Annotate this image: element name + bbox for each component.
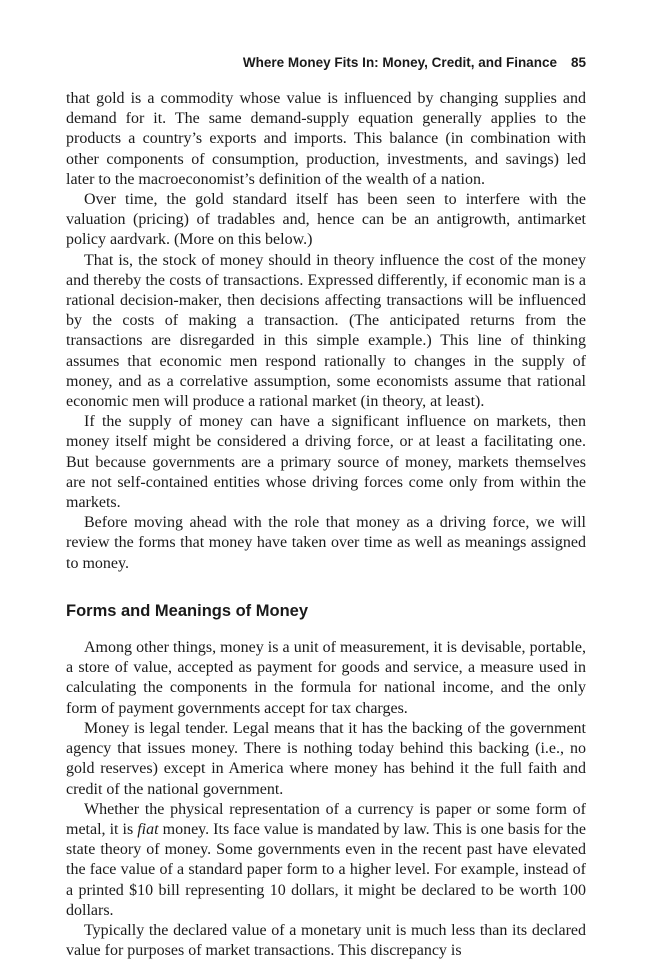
paragraph-text: money. Its face value is mandated by law. This is one basis for the state theory of money. Some governments even in the recent past have elevated the face value of a standard paper form to a higher level. For example, instead of a printed $10 bill representing 10 dollars, it might be declared to be worth 100 dollars. [66,820,586,919]
running-head [66,55,586,70]
paragraph: that gold is a commodity whose value is influenced by changing supplies and demand for it. The same demand-supply equation generally applies to the products a country’s exports and imports. This balance (in combination with other components of consumption, production, investments, and savings) led later to the macroeconomist’s definition of the wealth of a nation. [66,90,586,188]
paragraph: Money is legal tender. Legal means that it has the backing of the government agency that issues money. There is nothing today behind this backing (i.e., no gold reserves) except in America where money has behind it the full faith and credit of the national government. [66,719,586,798]
paragraph [66,800,586,921]
paragraph: Before moving ahead with the role that money as a driving force, we will review the forms that money have taken over time as well as meanings assigned to money. [66,514,586,572]
paragraph-text: Whether the physical representation of a currency is paper or some form of metal, it is [66,800,586,838]
section-heading: Forms and Meanings of Money [66,601,309,620]
paragraph: Typically the declared value of a monetary unit is much less than its declared value for purposes of market transactions. This discrepancy is [66,921,586,960]
paragraph: Among other things, money is a unit of measurement, it is devisable, portable, a store of value, accepted as payment for goods and service, a measure used in calculating the components in the formula for national income, and the only form of payment governments accept for tax charges. [66,639,586,717]
paragraph: Over time, the gold standard itself has been seen to interfere with the valuation (pricing) of tradables and, hence can be an antigrowth, antimarket policy aardvark. (More on this below.) [66,191,586,249]
running-head-title: Where Money Fits In: Money, Credit, and Finance [242,55,557,70]
body-text [66,89,586,961]
page-number: 85 [570,55,586,70]
emphasis-fiat: fiat [137,820,159,838]
paragraph: That is, the stock of money should in theory influence the cost of the money and thereby the costs of transactions. Expressed differently, if economic man is a rational decision-maker, then decisions affecting transactions will be influenced by the costs of making a transaction. (The anticipated returns from the transactions are disregarded in this simple example.) This line of thinking assumes that economic men respond rationally to changes in the supply of money, and as a correlative assumption, some economists assume that rational economic men will produce a rational market (in theory, at least). [66,251,586,411]
paragraph: If the supply of money can have a significant influence on markets, then money itself might be considered a driving force, or at least a facilitating one. But because governments are a primary source of money, markets themselves are not self-contained entities whose driving forces come only from within the markets. [66,413,586,512]
